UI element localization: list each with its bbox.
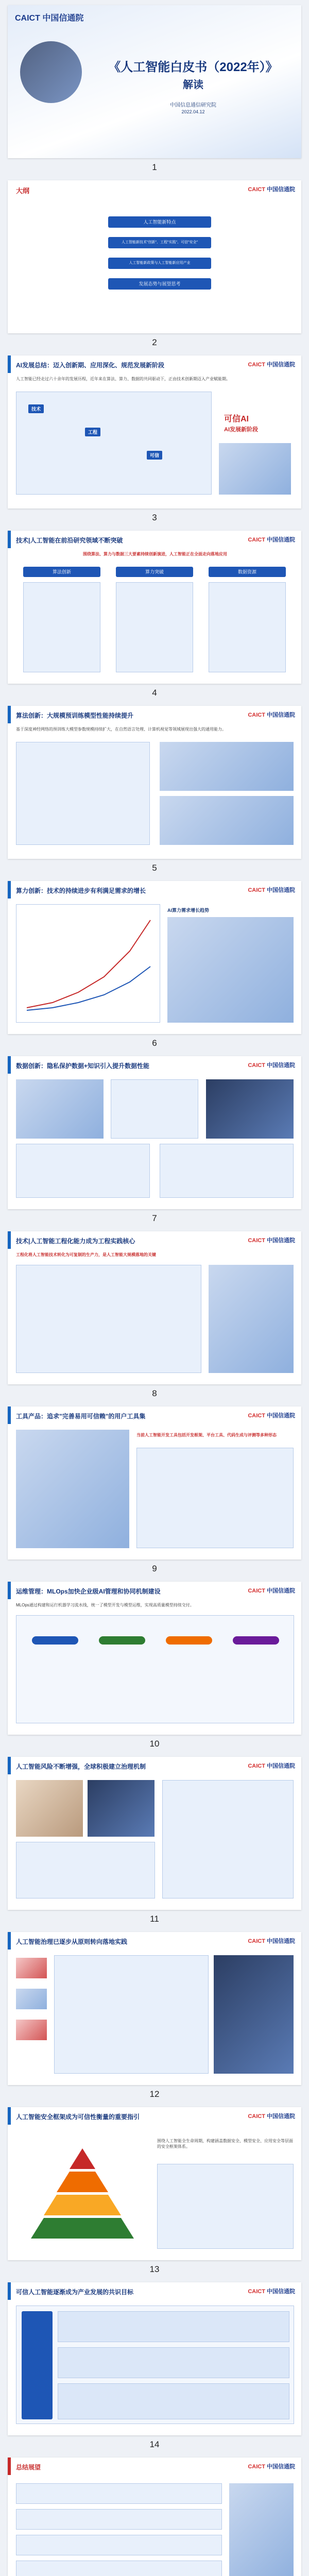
slide-title: 人工智能治理已逐步从原则转向落地实践 — [16, 1938, 128, 1945]
chart-label: AI算力需求增长趋势 — [167, 908, 210, 913]
slide-subtitle: 围绕算法、算力与数据三大要素持续创新演进，人工智能正在全面走向落地应用 — [83, 552, 227, 556]
col-panel-3 — [209, 582, 286, 672]
slide-title: 工具产品：追求"完善易用可信赖"的用户工具集 — [16, 1413, 146, 1420]
title-bar — [8, 706, 11, 723]
tag-trust: 可信 — [147, 451, 162, 460]
risk-image-1 — [16, 1780, 83, 1837]
slide-logo: CAICT 中国信通院 — [248, 1062, 295, 1069]
chart-image-2 — [160, 796, 294, 845]
pyramid-layer-3 — [44, 2195, 121, 2215]
page-number: 9 — [152, 1564, 157, 1573]
slide-8 — [8, 1231, 301, 1384]
cover-org: 中国信息通信研究院 — [170, 103, 216, 108]
model-diagram — [16, 742, 150, 845]
slide-logo: CAICT 中国信通院 — [248, 712, 295, 718]
slide-logo: CAICT 中国信通院 — [248, 362, 295, 368]
title-bar — [8, 2282, 11, 2300]
col-header-3: 数据资源 — [209, 567, 286, 577]
risk-text-panel — [16, 1842, 155, 1899]
title-bar — [8, 2107, 11, 2125]
tag-eng: 工程 — [85, 428, 100, 436]
slide-title: 人工智能风险不断增强，全球积极建立治理机制 — [16, 1763, 146, 1770]
logo-caict: CAICT — [15, 14, 40, 23]
slide-title: 技术|人工智能工程化能力成为工程实践核心 — [16, 1238, 135, 1245]
slide-toc — [8, 180, 301, 333]
slide-11 — [8, 1757, 301, 1910]
tag-tech: 技术 — [28, 404, 44, 413]
slide-title: 算法创新：大规模预训练模型性能持续提升 — [16, 712, 134, 719]
toc-item-4[interactable]: 发展态势与展望思考 — [108, 278, 211, 290]
toc-title: 大纲 — [16, 187, 30, 195]
col-panel-1 — [23, 582, 100, 672]
slide-body: 基于深度神经网络的预训练大模型参数规模持续扩大，在自然语言处理、计算机视觉等领域展现出强大的通用能力。 — [16, 727, 226, 732]
page-number: 8 — [152, 1388, 157, 1398]
slide-logo: CAICT 中国信通院 — [248, 1238, 295, 1244]
page-number: 12 — [149, 2089, 160, 2099]
framework-layer-3 — [58, 2383, 289, 2419]
title-bar — [8, 531, 11, 548]
slide-logo: CAICT 中国信通院 — [248, 887, 295, 893]
slide-logo: CAICT 中国信通院 — [248, 2464, 295, 2470]
page-number: 1 — [152, 162, 157, 172]
right-label-2: AI发展新阶段 — [224, 427, 258, 433]
slide-title: 数据创新：隐私保护数据+知识引入提升数据性能 — [16, 1062, 150, 1070]
cover-emblem-image — [20, 41, 82, 103]
cover-subtitle: 解读 — [183, 79, 203, 91]
framework-layer-2 — [58, 2347, 289, 2378]
slide-logo: CAICT 中国信通院 — [248, 1413, 295, 1419]
flag-cn-image — [16, 2020, 47, 2040]
summary-item-4 — [16, 2561, 222, 2576]
page-number: 2 — [152, 337, 157, 347]
security-framework-panel — [157, 2164, 294, 2249]
toc-item-3[interactable]: 人工智能新政策与人工智能新应用产业 — [108, 258, 211, 269]
slide-5 — [8, 706, 301, 859]
slide-3-image — [219, 443, 291, 495]
pyramid-layer-2 — [57, 2172, 108, 2192]
governance-panel — [162, 1780, 294, 1899]
page-number: 10 — [149, 1739, 160, 1749]
mlops-stage-1 — [32, 1636, 78, 1645]
summary-item-3 — [16, 2535, 222, 2555]
risk-image-2 — [88, 1780, 154, 1837]
toc-item-1[interactable]: 人工智能新特点 — [108, 216, 211, 228]
framework-layer-1 — [58, 2311, 289, 2342]
page-number: 13 — [149, 2264, 160, 2274]
cover-title: 《人工智能白皮书（2022年）》 — [108, 60, 278, 74]
col-header-1: 算法创新 — [23, 567, 100, 577]
timeline-panel — [16, 392, 212, 495]
slide-12 — [8, 1932, 301, 2085]
data-diagram-2 — [16, 1144, 150, 1198]
title-bar — [8, 2458, 11, 2475]
page-number: 3 — [152, 513, 157, 522]
page-number: 6 — [152, 1038, 157, 1048]
slide-9 — [8, 1406, 301, 1560]
tool-box-text: 当前人工智能开发工具包括开发框架、平台工具、代码生成与评测等多种形态 — [136, 1433, 277, 1437]
slide-title: 人工智能安全框架成为可信性衡量的重要指引 — [16, 2113, 140, 2121]
slide-title: 算力创新：技术的持续进步有利满足需求的增长 — [16, 887, 146, 894]
page-number: 11 — [150, 1914, 159, 1924]
slide-cover — [8, 5, 301, 158]
slide-logo: CAICT 中国信通院 — [248, 537, 295, 543]
data-image-1 — [16, 1079, 104, 1139]
slide-6 — [8, 881, 301, 1034]
slide-3 — [8, 355, 301, 509]
right-label: 可信AI — [224, 415, 249, 423]
slide-logo: CAICT 中国信通院 — [248, 1588, 295, 1594]
slide-logo: CAICT 中国信通院 — [248, 1938, 295, 1944]
title-bar — [8, 1406, 11, 1424]
tool-image — [16, 1430, 129, 1548]
slide-body: 人工智能已经走过六十余年的发展历程，近年来在算法、算力、数据的共同驱动下，正由技术创新期迈入产业赋能期。 — [16, 377, 230, 381]
slide-logo: CAICT 中国信通院 — [248, 1763, 295, 1769]
page-number: 4 — [152, 688, 157, 698]
mlops-stage-4 — [233, 1636, 279, 1645]
tool-diagram — [136, 1448, 294, 1548]
flag-us-image — [16, 1958, 47, 1978]
slide-title: 运维管理：MLOps加快企业级AI管理和协同机制建设 — [16, 1588, 161, 1595]
slide-14 — [8, 2282, 301, 2435]
slide-body: 围绕人工智能全生命周期，构建涵盖数据安全、模型安全、应用安全等层面的安全框架体系。 — [157, 2139, 293, 2149]
pyramid-layer-4 — [31, 2218, 134, 2239]
mlops-stage-3 — [166, 1636, 212, 1645]
line-chart — [16, 904, 160, 1023]
governance-image — [214, 1955, 294, 2074]
slide-15 — [8, 2458, 301, 2576]
slide-title: 技术|人工智能在前沿研究领域不断突破 — [16, 537, 123, 544]
slide-title: AI发展总结：迈入创新期、应用深化、规范发展新阶段 — [16, 362, 165, 369]
framework-side-label — [22, 2311, 53, 2419]
slide-subtitle: 工程化将人工智能技术转化为可复制的生产力，是人工智能大规模落地的关键 — [16, 1252, 156, 1257]
summary-item-2 — [16, 2509, 222, 2530]
slide-logo: CAICT 中国信通院 — [248, 2113, 295, 2120]
page-number: 5 — [152, 863, 157, 873]
title-bar — [8, 355, 11, 373]
slide-title: 总结展望 — [16, 2464, 41, 2471]
pyramid-layer-1 — [70, 2148, 95, 2169]
security-pyramid — [18, 2148, 147, 2246]
flag-eu-image — [16, 1989, 47, 2009]
data-diagram-1 — [111, 1079, 198, 1139]
col-panel-2 — [116, 582, 193, 672]
slide-10 — [8, 1582, 301, 1735]
title-bar — [8, 1056, 11, 1074]
slide-4 — [8, 531, 301, 684]
data-diagram-3 — [160, 1144, 294, 1198]
summary-item-1 — [16, 2483, 222, 2504]
mlops-flow-diagram — [16, 1615, 294, 1723]
slide-7 — [8, 1056, 301, 1209]
toc-item-2[interactable]: 人工智能新技术"创新"、工程"实践"、可信"安全" — [108, 237, 211, 248]
title-bar — [8, 1757, 11, 1774]
slide-13 — [8, 2107, 301, 2260]
growth-line — [27, 920, 150, 1008]
col-header-2: 算力突破 — [116, 567, 193, 577]
title-bar — [8, 1932, 11, 1950]
engineering-diagram — [16, 1265, 201, 1373]
title-bar — [8, 881, 11, 899]
title-bar — [8, 1231, 11, 1249]
slide-title: 可信人工智能逐渐成为产业发展的共识目标 — [16, 2289, 134, 2296]
slide-logo: CAICT 中国信通院 — [248, 187, 295, 193]
page-number: 7 — [152, 1213, 157, 1223]
chip-image — [167, 917, 294, 1023]
summary-image — [229, 2483, 294, 2576]
cover-logo — [15, 11, 83, 23]
engineering-image — [209, 1265, 294, 1373]
slide-logo: CAICT 中国信通院 — [248, 2289, 295, 2295]
title-bar — [8, 1582, 11, 1599]
chart-image — [160, 742, 294, 791]
growth-chart-svg — [16, 905, 161, 1023]
logo-cn: 中国信通院 — [42, 14, 84, 23]
trustworthy-framework — [16, 2306, 294, 2424]
slide-body: MLOps通过构建和运行机器学习流水线，统一了模型开发与模型运维，实现高质量模型持续交付。 — [16, 1603, 194, 1607]
policy-table — [54, 1955, 209, 2074]
mlops-stage-2 — [99, 1636, 145, 1645]
data-image-2 — [206, 1079, 294, 1139]
page-number: 14 — [149, 2439, 160, 2449]
cover-date: 2022.04.12 — [181, 109, 205, 114]
